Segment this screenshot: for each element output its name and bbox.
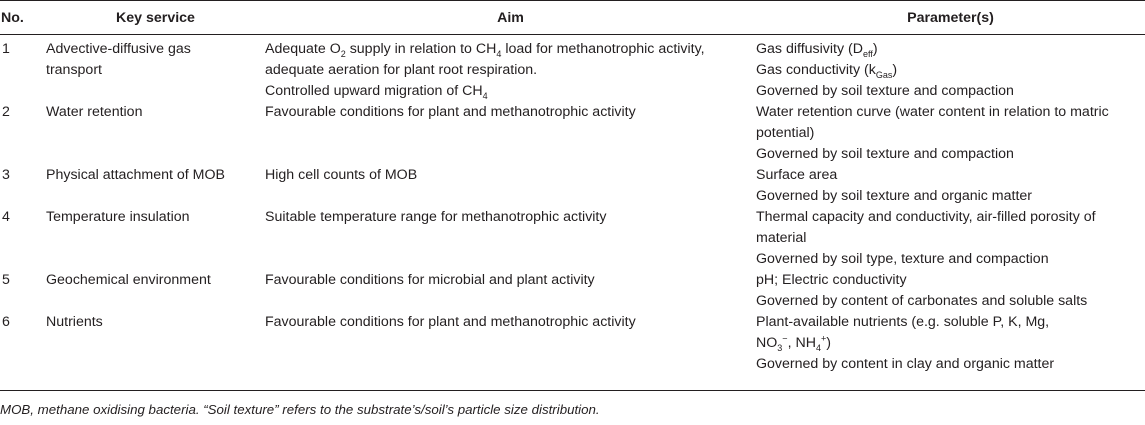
row-number: 2 <box>2 104 10 120</box>
parameters-cell: pH; Electric conductivity Governed by content of carbonates and soluble salts <box>756 272 1088 309</box>
table-row <box>0 35 1145 103</box>
key-service-cell: Water retention <box>46 104 143 120</box>
row-number: 1 <box>2 41 10 57</box>
header-key-service: Key service <box>46 1 265 35</box>
row-number: 3 <box>2 167 10 183</box>
key-service-cell: Advective-diffusive gas transport <box>46 41 191 78</box>
aim-cell: Adequate $O_2$ supply in relation to $CH_4$ load for methanotrophic activity, adequate aeration for plant root respiration. Controlled upward migration of $CH_4$ <box>265 41 705 101</box>
header-parameters: Parameter(s) <box>756 1 1145 35</box>
aim-cell: Suitable temperature range for methanotrophic activity <box>265 209 607 225</box>
parameters-cell: Plant-available nutrients (e.g. soluble P, K, Mg, $NO_3^-$, $NH_4^+$) Governed by content in clay and organic matter <box>756 314 1055 372</box>
table-row <box>0 312 1145 375</box>
key-service-cell: Temperature insulation <box>46 209 190 225</box>
table-bottom-rule <box>0 390 1145 391</box>
parameters-cell: Surface area Governed by soil texture and organic matter <box>756 167 1033 204</box>
key-service-cell: Physical attachment of MOB <box>46 167 225 183</box>
aim-cell: Favourable conditions for microbial and plant activity <box>265 272 595 288</box>
key-service-cell: Nutrients <box>46 314 103 330</box>
table-row <box>0 165 1145 207</box>
parameters-cell: Water retention curve (water content in relation to matric potential) Governed by soil texture and compaction <box>756 104 1109 162</box>
header-aim: Aim <box>265 1 756 35</box>
table-row <box>0 270 1145 312</box>
parameters-cell: Gas diffusivity $(D_{eff})$ Gas conductivity $(k_{Gas})$ Governed by soil texture and compaction <box>756 41 1014 99</box>
header-row <box>0 1 1145 35</box>
row-number: 4 <box>2 209 10 225</box>
table-row <box>0 102 1145 165</box>
table-row <box>0 207 1145 270</box>
row-number: 5 <box>2 272 10 288</box>
aim-cell: High cell counts of MOB <box>265 167 418 183</box>
header-no: No. <box>0 1 46 35</box>
aim-cell: Favourable conditions for plant and methanotrophic activity <box>265 314 636 330</box>
aim-cell: Favourable conditions for plant and methanotrophic activity <box>265 104 636 120</box>
row-number: 6 <box>2 314 10 330</box>
key-service-cell: Geochemical environment <box>46 272 211 288</box>
table-footnote: MOB, methane oxidising bacteria. “Soil texture” refers to the substrate’s/soil’s particle size distribution. <box>0 402 600 417</box>
parameters-cell: Thermal capacity and conductivity, air-filled porosity of material Governed by soil type, texture and compaction <box>756 209 1096 267</box>
